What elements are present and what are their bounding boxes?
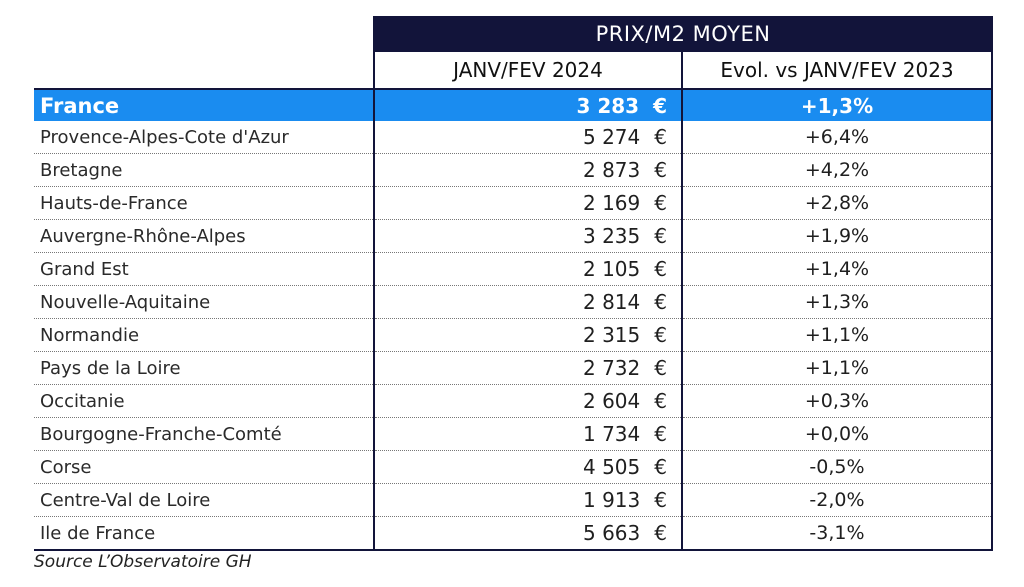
group-header-row [34,16,992,52]
source-note: Source L’Observatoire GH [34,552,252,572]
evol-cell: +1,3% [682,286,992,319]
evol-cell: +4,2% [682,154,992,187]
price-value: 4 505 [583,455,641,479]
table-row [34,418,992,451]
currency-symbol: € [654,125,667,149]
currency-symbol: € [654,257,667,281]
table-row [34,187,992,220]
group-header: PRIX/M2 MOYEN [374,16,992,52]
evol-cell: -2,0% [682,484,992,517]
evol-cell: -3,1% [682,517,992,551]
region-cell: Pays de la Loire [34,352,374,385]
price-value: 5 663 [583,521,641,545]
region-cell: Centre-Val de Loire [34,484,374,517]
region-cell: Normandie [34,319,374,352]
price-cell [374,451,682,484]
price-value: 2 169 [583,191,641,215]
price-cell [374,154,682,187]
evol-cell: +0,0% [682,418,992,451]
price-cell [374,121,682,154]
region-cell: Nouvelle-Aquitaine [34,286,374,319]
blank-corner [34,16,374,52]
currency-symbol: € [654,191,667,215]
region-cell: Grand Est [34,253,374,286]
region-cell: Ile de France [34,517,374,551]
price-cell [374,517,682,551]
price-cell [374,220,682,253]
region-cell: France [34,89,374,121]
evol-cell: +2,8% [682,187,992,220]
currency-symbol: € [654,455,667,479]
evol-cell: +1,1% [682,352,992,385]
price-value: 2 315 [583,323,641,347]
evol-cell: +1,9% [682,220,992,253]
evol-cell: +1,4% [682,253,992,286]
price-cell [374,319,682,352]
currency-symbol: € [654,389,667,413]
currency-symbol: € [653,93,667,118]
region-cell: Auvergne-Rhône-Alpes [34,220,374,253]
table-row [34,154,992,187]
table-row [34,319,992,352]
region-cell: Bretagne [34,154,374,187]
table-row [34,517,992,551]
table-row [34,385,992,418]
column-header-evol: Evol. vs JANV/FEV 2023 [682,52,992,89]
price-cell [374,352,682,385]
price-value: 2 604 [583,389,641,413]
price-cell [374,187,682,220]
price-table-container [34,16,992,551]
table-row [34,484,992,517]
currency-symbol: € [654,488,667,512]
currency-symbol: € [654,290,667,314]
price-value: 2 814 [583,290,641,314]
price-cell [374,385,682,418]
evol-cell: -0,5% [682,451,992,484]
price-table [34,16,993,551]
currency-symbol: € [654,356,667,380]
price-cell [374,89,682,121]
currency-symbol: € [654,323,667,347]
price-cell [374,418,682,451]
currency-symbol: € [654,521,667,545]
table-row [34,286,992,319]
price-value: 5 274 [583,125,641,149]
region-cell: Provence-Alpes-Cote d'Azur [34,121,374,154]
currency-symbol: € [654,422,667,446]
evol-cell: +6,4% [682,121,992,154]
table-row [34,451,992,484]
price-cell [374,484,682,517]
price-value: 2 105 [583,257,641,281]
currency-symbol: € [654,224,667,248]
table-row [34,352,992,385]
region-cell: Hauts-de-France [34,187,374,220]
price-cell [374,286,682,319]
evol-cell: +1,1% [682,319,992,352]
evol-cell: +1,3% [682,89,992,121]
price-value: 2 873 [583,158,641,182]
column-header-price: JANV/FEV 2024 [374,52,682,89]
blank-corner-2 [34,52,374,89]
price-cell [374,253,682,286]
price-value: 3 235 [583,224,641,248]
table-row [34,220,992,253]
highlight-row-france [34,89,992,121]
region-cell: Corse [34,451,374,484]
region-cell: Bourgogne-Franche-Comté [34,418,374,451]
evol-cell: +0,3% [682,385,992,418]
column-header-row [34,52,992,89]
region-cell: Occitanie [34,385,374,418]
table-row [34,253,992,286]
price-value: 3 283 [576,93,640,118]
price-value: 1 913 [583,488,641,512]
price-value: 1 734 [583,422,641,446]
table-row [34,121,992,154]
price-value: 2 732 [583,356,641,380]
currency-symbol: € [654,158,667,182]
